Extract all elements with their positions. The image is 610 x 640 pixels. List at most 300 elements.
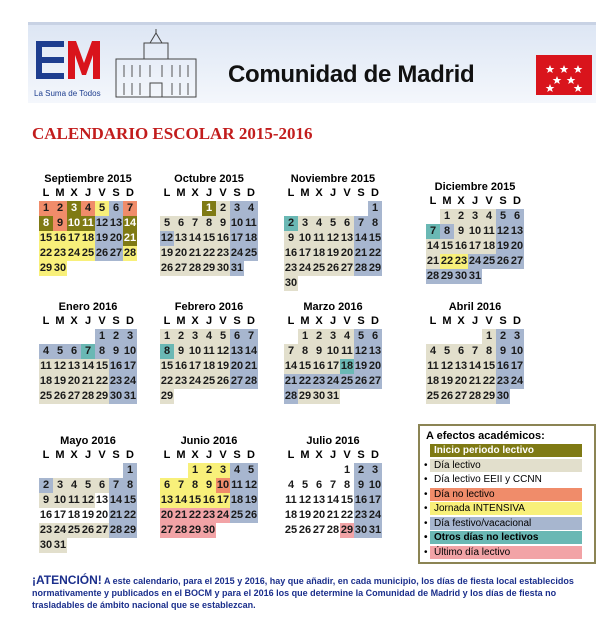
day-cell: 20 [67, 375, 81, 387]
day-cell: 3 [216, 463, 230, 478]
day-cell: 29 [368, 262, 382, 274]
day-cell: 24 [368, 509, 382, 521]
day-cell: 8 [202, 216, 216, 231]
day-cell: 21 [244, 360, 258, 372]
day-cell: 6 [368, 329, 382, 344]
logo-tagline: La Suma de Todos [34, 89, 101, 98]
day-cell: 2 [312, 329, 326, 344]
empty-cell [312, 201, 326, 216]
day-cell: 27 [312, 524, 326, 536]
weekday-header: X [191, 315, 199, 327]
day-cell: 24 [53, 524, 67, 536]
day-cell: 27 [368, 375, 382, 387]
header-banner [28, 22, 596, 103]
weekday-header: X [70, 449, 78, 461]
month-title: Septiembre 2015 [44, 173, 132, 185]
bullet-icon: • [424, 532, 428, 543]
weekday-header: L [163, 315, 171, 327]
weekday-header: S [233, 315, 241, 327]
day-cell: 27 [95, 524, 109, 536]
legend-label: Día lectivo [434, 459, 481, 471]
day-cell: 20 [510, 240, 524, 252]
day-cell: 17 [188, 360, 202, 372]
day-cell: 1 [298, 329, 312, 344]
month-title: Febrero 2016 [174, 301, 244, 313]
empty-cell [354, 201, 368, 216]
month-grid [284, 314, 383, 404]
day-cell: 21 [174, 509, 188, 521]
day-cell: 8 [298, 344, 312, 359]
weekday-header: L [42, 449, 50, 461]
day-cell: 18 [244, 232, 258, 244]
empty-cell [284, 329, 298, 344]
day-cell: 8 [340, 478, 354, 493]
month-title: Abril 2016 [448, 301, 502, 313]
day-cell: 28 [123, 247, 137, 259]
day-cell: 30 [496, 390, 510, 402]
day-cell: 25 [202, 375, 216, 387]
day-cell: 20 [109, 232, 123, 244]
day-cell: 1 [482, 329, 496, 344]
legend-label: Último día lectivo [434, 546, 511, 558]
day-cell: 29 [160, 390, 174, 402]
empty-cell [95, 463, 109, 478]
day-cell: 19 [496, 240, 510, 252]
day-cell: 25 [340, 375, 354, 387]
weekday-header: S [233, 449, 241, 461]
day-cell: 23 [454, 255, 468, 267]
day-cell: 26 [216, 375, 230, 387]
weekday-header: S [499, 195, 507, 207]
day-cell: 12 [298, 494, 312, 506]
weekday-header: D [247, 187, 255, 199]
day-cell: 18 [202, 360, 216, 372]
weekday-header: J [84, 449, 92, 461]
weekday-header: J [205, 187, 213, 199]
weekday-header: L [42, 187, 50, 199]
day-cell: 13 [510, 225, 524, 237]
day-cell: 22 [440, 255, 454, 267]
day-cell: 19 [160, 247, 174, 259]
day-cell: 13 [454, 360, 468, 372]
day-cell: 30 [284, 277, 298, 289]
day-cell: 26 [298, 524, 312, 536]
empty-cell [326, 463, 340, 478]
day-cell: 29 [298, 390, 312, 402]
day-cell: 16 [53, 232, 67, 244]
day-cell: 11 [285, 494, 297, 506]
day-cell: 4 [426, 344, 440, 359]
weekday-header: S [112, 315, 120, 327]
day-cell: 15 [160, 360, 174, 372]
day-cell: 21 [81, 375, 95, 387]
empty-cell [426, 209, 440, 224]
weekday-header: J [471, 195, 479, 207]
weekday-header: S [112, 449, 120, 461]
day-cell: 18 [312, 247, 326, 259]
day-cell: 9 [53, 216, 67, 231]
day-cell: 19 [244, 494, 258, 506]
day-cell: 10 [188, 345, 202, 357]
weekday-header: L [429, 315, 437, 327]
day-cell: 19 [216, 360, 230, 372]
day-cell: 10 [298, 232, 312, 244]
month-title: Diciembre 2015 [434, 181, 516, 193]
day-cell: 7 [326, 478, 340, 493]
day-cell: 13 [230, 345, 244, 357]
day-cell: 16 [284, 247, 298, 259]
weekday-header: X [457, 195, 465, 207]
day-cell: 3 [230, 201, 244, 216]
building-illustration-icon [110, 29, 202, 99]
bullet-icon: • [424, 546, 428, 558]
day-cell: 30 [454, 270, 468, 282]
notice-text: A este calendario, para el 2015 y 2016, hay que añadir, en cada municipio, los días de fiesta local establecidos normativamente y publicados en el BOCM y para el 2016 los que determine la Comunidad de Madrid y los días de fiesta no trasladables de ámbito nacional que se establezcan. [32, 576, 574, 610]
day-cell: 19 [298, 509, 312, 521]
day-cell: 11 [68, 494, 80, 506]
day-cell: 8 [160, 344, 174, 359]
day-cell: 14 [326, 494, 340, 506]
day-cell: 22 [482, 375, 496, 387]
month-grid [39, 314, 138, 404]
day-cell: 8 [123, 478, 137, 493]
month-block [38, 434, 138, 553]
day-cell: 17 [123, 360, 137, 372]
bullet-icon: • [424, 459, 428, 471]
empty-cell [298, 463, 312, 478]
day-cell: 21 [468, 375, 482, 387]
day-cell: 1 [123, 463, 137, 478]
weekday-header: J [471, 315, 479, 327]
weekday-header: D [247, 315, 255, 327]
weekday-header: V [219, 449, 227, 461]
day-cell: 28 [326, 524, 340, 536]
day-cell: 24 [188, 375, 202, 387]
day-cell: 27 [67, 390, 81, 402]
day-cell: 25 [81, 247, 95, 259]
month-grid [426, 314, 525, 404]
day-cell: 25 [230, 509, 244, 521]
empty-cell [468, 329, 482, 344]
empty-cell [312, 463, 326, 478]
day-cell: 15 [123, 494, 137, 506]
weekday-header: V [98, 449, 106, 461]
day-cell: 5 [440, 344, 454, 359]
day-cell: 18 [81, 232, 95, 244]
month-grid [160, 186, 259, 276]
day-cell: 16 [354, 494, 368, 506]
weekday-header: S [357, 187, 365, 199]
legend-label: Jornada INTENSIVA [434, 503, 525, 514]
day-cell: 24 [510, 375, 524, 387]
day-cell: 19 [95, 232, 109, 244]
empty-cell [39, 463, 53, 478]
day-cell: 6 [230, 329, 244, 344]
day-cell: 5 [81, 478, 95, 493]
day-cell: 15 [202, 232, 216, 244]
day-cell: 21 [123, 232, 137, 244]
month-block [425, 180, 525, 284]
day-cell: 3 [67, 201, 81, 216]
day-cell: 22 [95, 375, 109, 387]
day-cell: 8 [188, 478, 202, 493]
day-cell: 9 [312, 344, 326, 359]
day-cell: 25 [312, 262, 326, 274]
day-cell: 7 [354, 216, 368, 231]
day-cell: 24 [123, 375, 137, 387]
day-cell: 30 [39, 539, 53, 551]
day-cell: 23 [202, 509, 216, 521]
legend-item [424, 488, 582, 501]
legend-item [424, 546, 582, 559]
weekday-header: M [55, 315, 65, 327]
day-cell: 27 [174, 262, 188, 274]
day-cell: 28 [174, 524, 188, 536]
day-cell: 5 [53, 344, 67, 359]
day-cell: 6 [67, 344, 81, 359]
day-cell: 10 [326, 345, 340, 357]
weekday-header: D [126, 187, 134, 199]
day-cell: 30 [202, 524, 216, 536]
day-cell: 21 [284, 375, 298, 387]
day-cell: 20 [368, 360, 382, 372]
day-cell: 25 [482, 255, 496, 267]
day-cell: 19 [326, 247, 340, 259]
day-cell: 12 [496, 225, 510, 237]
empty-cell [284, 201, 298, 216]
day-cell: 11 [82, 217, 94, 229]
legend-label: Día no lectivo [434, 488, 495, 500]
day-cell: 29 [440, 270, 454, 282]
day-cell: 6 [95, 478, 109, 493]
weekday-header: J [205, 315, 213, 327]
day-cell: 18 [284, 509, 298, 521]
day-cell: 1 [160, 329, 174, 344]
day-cell: 3 [53, 478, 67, 493]
month-block [283, 434, 383, 538]
day-cell: 31 [468, 270, 482, 282]
weekday-header: D [513, 315, 521, 327]
day-cell: 16 [496, 360, 510, 372]
day-cell: 24 [468, 255, 482, 267]
day-cell: 1 [95, 329, 109, 344]
day-cell: 26 [326, 262, 340, 274]
bullet-icon: • [424, 517, 428, 529]
empty-cell [340, 201, 354, 216]
day-cell: 22 [340, 509, 354, 521]
day-cell: 13 [340, 232, 354, 244]
day-cell: 7 [188, 216, 202, 231]
day-cell: 28 [188, 262, 202, 274]
legend-item [424, 502, 582, 515]
weekday-header: L [287, 187, 295, 199]
weekday-header: M [176, 449, 186, 461]
day-cell: 6 [160, 478, 174, 493]
day-cell: 12 [354, 345, 368, 357]
day-cell: 11 [231, 479, 243, 491]
day-cell: 4 [230, 463, 244, 478]
bullet-icon: • [424, 503, 428, 514]
day-cell: 9 [454, 224, 468, 239]
month-block [159, 172, 259, 276]
day-cell: 27 [109, 247, 123, 259]
day-cell: 27 [230, 375, 244, 387]
day-cell: 4 [284, 478, 298, 493]
day-cell: 27 [340, 262, 354, 274]
weekday-header: J [205, 449, 213, 461]
day-cell: 21 [326, 509, 340, 521]
day-cell: 22 [123, 509, 137, 521]
day-cell: 6 [510, 209, 524, 224]
month-grid [284, 186, 383, 291]
day-cell: 17 [510, 360, 524, 372]
day-cell: 10 [123, 345, 137, 357]
day-cell: 17 [298, 247, 312, 259]
legend-title: A efectos académicos: [426, 430, 545, 442]
day-cell: 20 [95, 509, 109, 521]
day-cell: 6 [109, 201, 123, 216]
day-cell: 11 [427, 360, 439, 372]
month-grid [426, 194, 525, 284]
day-cell: 23 [216, 247, 230, 259]
page-title: CALENDARIO ESCOLAR 2015-2016 [32, 124, 313, 143]
day-cell: 30 [312, 390, 326, 402]
notice [32, 574, 582, 611]
weekday-header: X [70, 187, 78, 199]
day-cell: 25 [67, 524, 81, 536]
day-cell: 2 [174, 329, 188, 344]
day-cell: 28 [354, 262, 368, 274]
day-cell: 28 [81, 390, 95, 402]
day-cell: 2 [354, 463, 368, 478]
weekday-header: V [343, 449, 351, 461]
bullet-icon: • [424, 488, 428, 500]
weekday-header: D [371, 187, 379, 199]
day-cell: 4 [244, 201, 258, 216]
day-cell: 30 [109, 390, 123, 402]
empty-cell [39, 329, 53, 344]
day-cell: 10 [510, 345, 524, 357]
day-cell: 29 [39, 262, 53, 274]
empty-cell [160, 463, 174, 478]
weekday-header: D [371, 315, 379, 327]
weekday-header: D [513, 195, 521, 207]
month-title: Octubre 2015 [174, 173, 244, 185]
empty-cell [426, 329, 440, 344]
weekday-header: J [329, 187, 337, 199]
bullet-icon: • [424, 445, 428, 456]
day-cell: 17 [326, 360, 340, 372]
weekday-header: V [98, 187, 106, 199]
weekday-header: M [55, 449, 65, 461]
empty-cell [81, 329, 95, 344]
day-cell: 14 [244, 345, 258, 357]
day-cell: 31 [230, 262, 244, 274]
empty-cell [454, 329, 468, 344]
day-cell: 1 [202, 201, 216, 216]
day-cell: 12 [326, 232, 340, 244]
month-grid [160, 314, 259, 404]
day-cell: 5 [496, 209, 510, 224]
day-cell: 22 [39, 247, 53, 259]
day-cell: 17 [468, 240, 482, 252]
legend-label: Otros días no lectivos [434, 532, 539, 543]
legend-item [424, 531, 582, 544]
day-cell: 15 [95, 360, 109, 372]
day-cell: 10 [216, 479, 230, 491]
day-cell: 15 [298, 360, 312, 372]
madrid-flag-icon [536, 55, 592, 95]
weekday-header: M [176, 187, 186, 199]
weekday-header: M [300, 449, 310, 461]
day-cell: 10 [67, 217, 81, 229]
day-cell: 29 [95, 390, 109, 402]
day-cell: 19 [81, 509, 95, 521]
day-cell: 2 [39, 478, 53, 493]
weekday-header: D [371, 449, 379, 461]
day-cell: 24 [298, 262, 312, 274]
weekday-header: X [70, 315, 78, 327]
month-title: Junio 2016 [180, 435, 238, 447]
day-cell: 19 [440, 375, 454, 387]
day-cell: 26 [244, 509, 258, 521]
weekday-header: L [287, 315, 295, 327]
day-cell: 3 [468, 209, 482, 224]
weekday-header: X [191, 187, 199, 199]
day-cell: 5 [326, 216, 340, 231]
day-cell: 23 [53, 247, 67, 259]
day-cell: 11 [341, 345, 353, 357]
month-title: Noviembre 2015 [290, 173, 376, 185]
day-cell: 27 [510, 255, 524, 267]
day-cell: 18 [340, 360, 354, 372]
legend-item [424, 517, 582, 530]
day-cell: 23 [174, 375, 188, 387]
weekday-header: S [233, 187, 241, 199]
madrid-logo-icon [36, 35, 102, 97]
weekday-header: J [84, 187, 92, 199]
empty-cell [81, 463, 95, 478]
day-cell: 25 [244, 247, 258, 259]
weekday-header: S [499, 315, 507, 327]
legend-item [424, 459, 582, 472]
day-cell: 8 [482, 344, 496, 359]
day-cell: 29 [123, 524, 137, 536]
day-cell: 10 [230, 217, 244, 229]
day-cell: 2 [202, 463, 216, 478]
month-block [38, 172, 138, 276]
day-cell: 21 [188, 247, 202, 259]
day-cell: 20 [230, 360, 244, 372]
day-cell: 26 [81, 524, 95, 536]
day-cell: 23 [496, 375, 510, 387]
day-cell: 29 [202, 262, 216, 274]
empty-cell [67, 329, 81, 344]
bullet-icon: • [424, 474, 428, 485]
day-cell: 3 [188, 329, 202, 344]
day-cell: 4 [67, 478, 81, 493]
day-cell: 12 [53, 360, 67, 372]
weekday-header: V [343, 187, 351, 199]
legend-label: Día lectivo EEII y CCNN [434, 474, 542, 485]
day-cell: 14 [284, 360, 298, 372]
weekday-header: S [357, 449, 365, 461]
weekday-header: L [163, 187, 171, 199]
day-cell: 12 [244, 479, 258, 491]
day-cell: 4 [340, 329, 354, 344]
day-cell: 1 [39, 201, 53, 216]
month-block [159, 300, 259, 404]
